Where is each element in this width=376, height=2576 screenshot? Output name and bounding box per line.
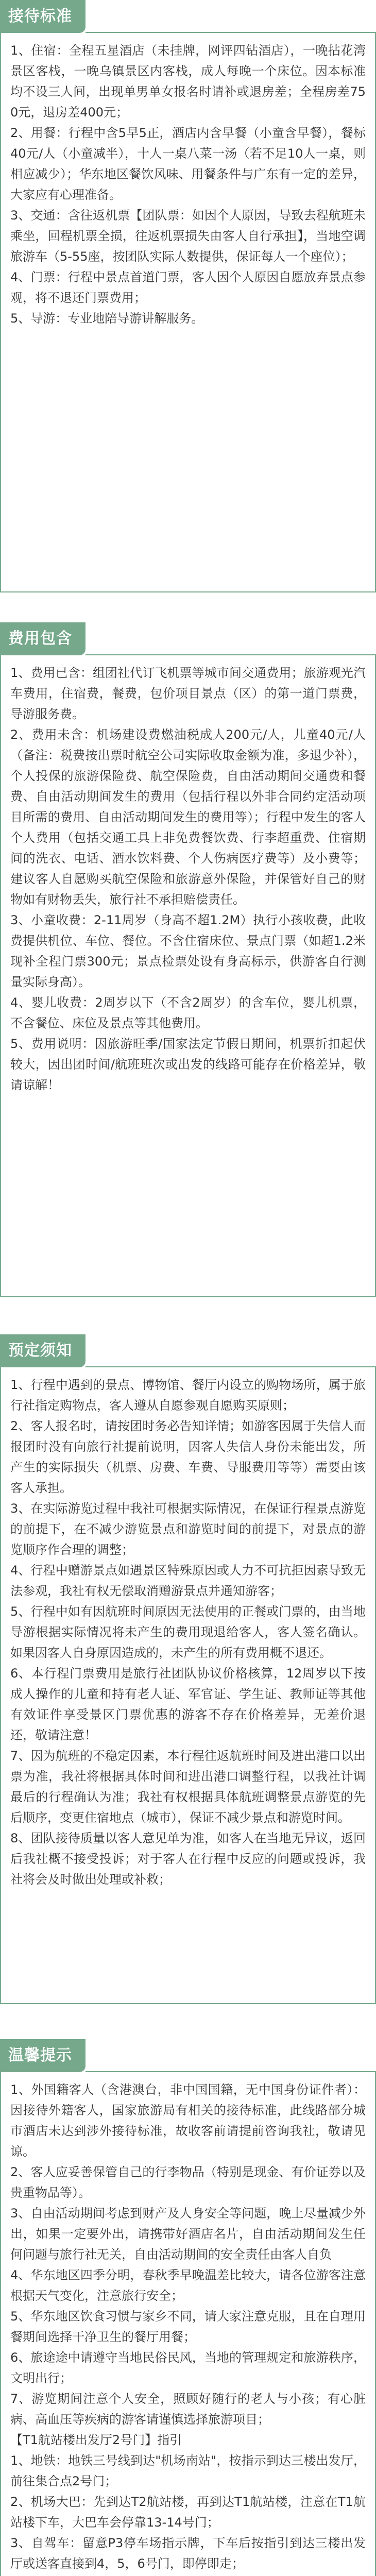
header-divider (86, 2071, 376, 2072)
tips-item: 6、旅途途中请遵守当地民俗民风，当地的管理规定和旅游秩序，文明出行； (10, 2350, 366, 2385)
notice-item: 1、行程中遇到的景点、博物馆、餐厅内设立的购物场所，属于旅行社指定购物点，客人遵从自愿参观自愿购买原则； (10, 1378, 366, 1413)
cost-item: 4、婴儿收费：2周岁以下（不含2周岁）的含车位，婴儿机票，不含餐位、床位及景点等其他费用。 (10, 995, 366, 1030)
tips-item: 2、机场大巴：先到达T2航站楼，再到达T1航站楼，注意在T1航站楼下车，大巴车会停靠13-14号门； (10, 2495, 366, 2530)
tips-item: 2、客人应妥善保管自己的行李物品（特别是现金、有价证券以及贵重物品等）。 (10, 2165, 366, 2200)
cost-included-section (0, 622, 376, 1297)
reception-standard-section (0, 0, 376, 592)
standard-item: 5、导游：专业地陪导游讲解服务。 (10, 311, 204, 326)
notice-item: 7、因为航班的不稳定因素，本行程往返航班时间及进出港口以出票为准，我社将根据具体时间和进出港口调整行程，以我社计调最后的行程确认为准；我社有权根据具体航班调整景点游览的先后顺序，变更住宿地点（城市），保证不减少景点和游览时间。 (10, 1749, 366, 1825)
tips-item: 1、外国籍客人（含港澳台，非中国国籍，无中国身份证件者）：因接待外籍客人，国家旅游局有相关的接待标准，此线路部分城市酒店未达到涉外接待标准，故收客前请提前咨询我社，敬请见谅。 (10, 2082, 366, 2159)
section-content (0, 655, 376, 1297)
cost-item: 5、费用说明：因旅游旺季/国家法定节假日期间，机票折扣起伏较大，因出团时间/航班班次或出发的线路可能存在价格差异，敬请谅解！ (10, 1037, 366, 1092)
notice-item: 5、行程中如有因航班时间原因无法使用的正餐或门票的，由当地导游根据实际情况将未产生的费用现退给客人，客人签名确认。如果因客人自身原因造成的，未产生的所有费用概不退还。 (10, 1604, 366, 1660)
section-content (0, 33, 376, 592)
tips-item: 4、华东地区四季分明，春秋季早晚温差比较大，请各位游客注意根据天气变化，注意旅行安全； (10, 2268, 366, 2303)
tips-subheading: 【T1航站楼出发厅2号门】指引 (10, 2433, 182, 2447)
notice-item: 6、本行程门票费用是旅行社团队协议价格核算，12周岁以下按成人操作的儿童和持有老人证、军官证、学生证、教师证等其他有效证件享受景区门票优惠的游客不存在价格差异，无差价退还，敬请注意！ (10, 1666, 366, 1742)
booking-notice-section (0, 1334, 376, 2004)
notice-item: 4、行程中赠游景点如遇景区特殊原因或人力不可抗拒因素导致无法参观，我社有权无偿取消赠游景点并通知游客； (10, 1563, 366, 1598)
tips-item: 3、自驾车：留意P3停车场指示牌，下车后按指引到达三楼出发厅或送客直接到4，5，6号门，即停即走； (10, 2536, 366, 2571)
notice-item: 3、在实际游览过程中我社可根据实际情况，在保证行程景点游览的前提下，在不减少游览景点和游览时间的前提下，对景点的游览顺序作合理的调整； (10, 1501, 366, 1557)
section-header (0, 0, 376, 33)
section-content (0, 2072, 376, 2576)
section-title: 费用包含 (0, 622, 86, 655)
section-header (0, 622, 376, 655)
tips-subheading (10, 2574, 366, 2576)
header-divider (86, 654, 376, 655)
standard-item: 3、交通：含往返机票【团队票：如因个人原因，导致去程航班未乘坐，回程机票全损，往返机票损失由客人自行承担】，当地空调旅游车（5-55座，按团队实际人数提供，保证每人一个座位）； (10, 208, 366, 264)
tips-item: 1、地铁：地铁三号线到达"机场南站"，按指示到达三楼出发厅，前往集合点2号门； (10, 2453, 366, 2488)
cost-item: 3、小童收费：2-11周岁（身高不超1.2M）执行小孩收费，此收费提供机位、车位、餐位。不含住宿床位、景点门票（如超1.2米现补全程门票300元；景点检票处设有身高标示，供游客自行测量实际身高）。 (10, 913, 366, 989)
tips-item: 5、华东地区饮食习惯与家乡不同，请大家注意克服，且在自理用餐期间选择干净卫生的餐厅用餐； (10, 2309, 366, 2344)
section-header (0, 2039, 376, 2072)
header-divider (86, 32, 376, 33)
cost-item: 2、费用未含：机场建设费燃油税成人200元/人，儿童40元/人（备注：税费按出票时航空公司实际收取金额为准，多退少补），个人投保的旅游保险费、航空保险费，自由活动期间交通费和餐费、自由活动期间发生的费用（包括行程以外非合同约定活动项目所需的费用、自由活动期间发生的费用等）；行程中发生的客人个人费用（包括交通工具上非免费餐饮费、行李超重费、住宿期间的洗衣、电话、酒水饮料费、个人伤病医疗费等）及小费等；建议客人自愿购买航空保险和旅游意外保险，并保管好自己的财物如有财物丢失，旅行社不承担赔偿责任。 (10, 727, 366, 907)
warm-tips-section (0, 2039, 376, 2576)
section-content (0, 1367, 376, 2004)
standard-item: 4、门票：行程中景点首道门票，客人因个人原因自愿放弃景点参观，将不退还门票费用； (10, 270, 366, 305)
header-divider (86, 1366, 376, 1367)
tips-item: 7、游览期间注意个人安全，照顾好随行的老人与小孩；有心脏病、高血压等疾病的游客请谨慎选择旅游项目； (10, 2392, 366, 2427)
cost-item: 1、费用已含：组团社代订飞机票等城市间交通费用；旅游观光汽车费用，住宿费，餐费，包价项目景点（区）的第一道门票费，导游服务费。 (10, 666, 366, 721)
section-title: 温馨提示 (0, 2039, 86, 2072)
tips-item: 3、自由活动期间考虑到财产及人身安全等问题，晚上尽量减少外出，如果一定要外出，请携带好酒店名片，自由活动期间发生任何问题与旅行社无关，自由活动期间的安全责任由客人自负 (10, 2206, 366, 2262)
standard-item: 2、用餐：行程中含5早5正，酒店内含早餐（小童含早餐），餐标40元/人（小童减半），十人一桌八菜一汤（若不足10人一桌，则相应减少）；华东地区餐饮风味、用餐条件与广东有一定的差异，大家应有心理准备。 (10, 126, 366, 202)
notice-item: 2、客人报名时，请按团时务必告知详情；如游客因属于失信人而报团时没有向旅行社提前说明，因客人失信人身份未能出发，所产生的实际损失（机票、房费、车费、导服费用等等）需要由该客人承担。 (10, 1419, 366, 1495)
notice-item: 8、团队接待质量以客人意见单为准，如客人在当地无异议，返回后我社概不接受投诉；对于客人在行程中反应的问题或投诉，我社将会及时做出处理或补救； (10, 1831, 366, 1887)
section-title: 预定须知 (0, 1334, 86, 1367)
standard-item: 1、住宿：全程五星酒店（未挂牌，网评四钻酒店），一晚拈花湾景区客栈，一晚乌镇景区内客栈，成人每晚一个床位。因本标准均不设三人间，出现单男单女报名时请补或退房差；全程房差750元，退房差400元； (10, 43, 366, 120)
section-title: 接待标准 (0, 0, 86, 33)
section-header (0, 1334, 376, 1367)
